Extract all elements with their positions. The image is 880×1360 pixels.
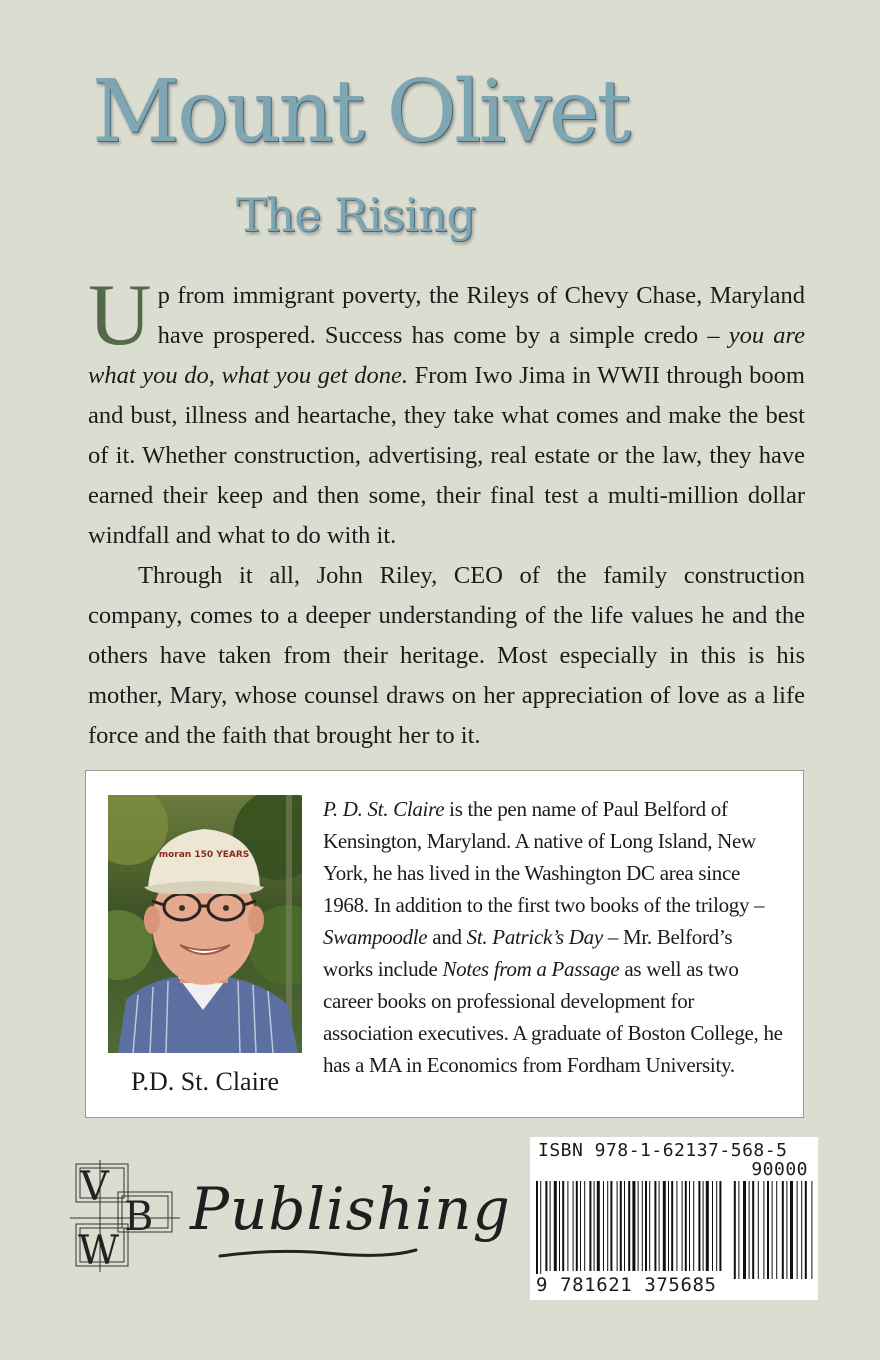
- barcode-bar: [607, 1181, 608, 1271]
- barcode-bar: [638, 1181, 639, 1271]
- blurb-paragraph-1: [88, 267, 805, 556]
- barcode-addon-bar: [758, 1181, 759, 1279]
- barcode-bar: [706, 1181, 709, 1271]
- book-blurb: [88, 267, 805, 756]
- barcode-addon-bar: [767, 1181, 769, 1279]
- blurb-text: From Iwo Jima in WWII through boom and bust, illness and heartache, they take what comes and make the best of it. Whether construction, advertising, real estate or the law, they have earned their keep and then some, their final test a multi-million dollar windfall and what to do with it.: [88, 362, 805, 549]
- barcode-bar: [632, 1181, 635, 1271]
- blurb-text: p from immigrant poverty, the Rileys of Chevy Chase, Maryland have prospered. Success has come by a simple credo –: [157, 282, 805, 349]
- publisher-logo: [70, 1160, 180, 1277]
- barcode-bar: [562, 1181, 564, 1271]
- author-name: P.D. St. Claire: [130, 1067, 280, 1096]
- barcode-bar: [685, 1181, 687, 1271]
- barcode-bar: [663, 1181, 666, 1271]
- barcode-bar: [610, 1181, 612, 1271]
- barcode-addon-bar: [801, 1181, 802, 1279]
- barcode-bar: [540, 1181, 541, 1279]
- author-bio: [323, 793, 785, 1081]
- barcode-bar: [567, 1181, 568, 1271]
- barcode-bar: [719, 1181, 721, 1271]
- barcode-bar: [589, 1181, 591, 1271]
- barcode-bar: [580, 1181, 581, 1271]
- bio-book-swampoodle: Swampoodle: [323, 925, 428, 949]
- barcode-bar: [671, 1181, 673, 1271]
- bio-text: is the pen name of Paul Belford of Kensington, Maryland. A native of Long Island, New York, he has lived in the Washington DC area since 1968. In addition to the first two books of the trilogy –: [323, 797, 765, 917]
- barcode-addon-bar: [786, 1181, 787, 1279]
- barcode-bar: [645, 1181, 647, 1271]
- barcode-bar: [712, 1181, 713, 1271]
- barcode-bar: [624, 1181, 625, 1271]
- barcode-bar: [594, 1181, 595, 1271]
- barcode-addon-bar: [749, 1181, 750, 1279]
- barcode-addon-bar: [772, 1181, 773, 1279]
- barcode-bar: [536, 1181, 538, 1279]
- barcode-addon-bar: [738, 1181, 739, 1279]
- publisher-swash: [218, 1246, 418, 1262]
- barcode-bar: [617, 1181, 618, 1271]
- barcode-bar: [620, 1181, 622, 1271]
- bio-text: as well as two career books on professional development for association executives. A graduate of Boston College, he has a MA in Economics from Fordham University.: [323, 957, 783, 1077]
- barcode-bar: [654, 1181, 656, 1271]
- barcode-addon-bar: [776, 1181, 777, 1279]
- bio-text: – Mr. Belford’s works include: [323, 925, 733, 981]
- barcode-bar: [693, 1181, 694, 1271]
- barcode-bar: [703, 1181, 704, 1271]
- blurb-paragraph-2: Through it all, John Riley, CEO of the family construction company, comes to a deeper understanding of the life values he and the others have taken from their heritage. Most especially in this is his mother, Mary, whose counsel draws on her appreciation of love as a life force and the faith that brought her to it.: [88, 562, 805, 749]
- author-box: [85, 770, 804, 1118]
- barcode-bar: [716, 1181, 717, 1271]
- barcode-bar: [628, 1181, 630, 1271]
- barcode-addon-bar: [797, 1181, 798, 1279]
- barcode-addon-bar: [811, 1181, 812, 1279]
- barcode-bar: [597, 1181, 600, 1271]
- barcode-bar: [554, 1181, 557, 1271]
- isbn-barcode: [530, 1137, 818, 1300]
- barcode-addon-bar: [743, 1181, 746, 1279]
- barcode-bars: [530, 1181, 818, 1281]
- barcode-bar: [545, 1181, 547, 1271]
- barcode-bar: [603, 1181, 604, 1271]
- author-photo: [108, 795, 302, 1053]
- barcode-addon-bar: [752, 1181, 754, 1279]
- barcode-bar: [550, 1181, 551, 1271]
- publisher-name: Publishing: [190, 1175, 511, 1243]
- monogram-w: W: [78, 1228, 120, 1272]
- barcode-bar: [698, 1181, 700, 1271]
- bio-book-st-patricks-day: St. Patrick’s Day: [466, 925, 603, 949]
- barcode-bar: [573, 1181, 574, 1271]
- bio-text: and: [427, 925, 467, 949]
- barcode-addon-bar: [790, 1181, 793, 1279]
- isbn-digits: 9 781621 375685: [536, 1274, 717, 1296]
- monogram-b: B: [124, 1194, 154, 1240]
- monogram-v: V: [80, 1164, 109, 1210]
- barcode-addon-bar: [763, 1181, 764, 1279]
- bio-book-notes-from-a-passage: Notes from a Passage: [442, 957, 620, 981]
- barcode-bar: [649, 1181, 650, 1271]
- barcode-bar: [559, 1181, 560, 1271]
- cap-text: moran 150 YEARS: [158, 850, 250, 860]
- book-title: Mount Olivet: [92, 62, 629, 162]
- barcode-bar: [676, 1181, 677, 1271]
- bio-pen-name: P. D. St. Claire: [323, 797, 445, 821]
- barcode-addon-bar: [734, 1181, 736, 1279]
- blurb-credo: you are what you do, what you get done.: [88, 322, 805, 389]
- price-code: 90000: [751, 1159, 808, 1180]
- barcode-bar: [584, 1181, 585, 1271]
- barcode-bar: [689, 1181, 690, 1271]
- drop-cap: U: [88, 267, 152, 364]
- barcode-bar: [576, 1181, 578, 1271]
- barcode-bar: [659, 1181, 660, 1271]
- barcode-addon-bar: [782, 1181, 784, 1279]
- barcode-bar: [668, 1181, 669, 1271]
- barcode-addon-bar: [805, 1181, 807, 1279]
- barcode-bar: [682, 1181, 683, 1271]
- book-subtitle: The Rising: [236, 188, 475, 242]
- barcode-bar: [642, 1181, 643, 1271]
- isbn-label: ISBN 978-1-62137-568-5: [538, 1140, 788, 1161]
